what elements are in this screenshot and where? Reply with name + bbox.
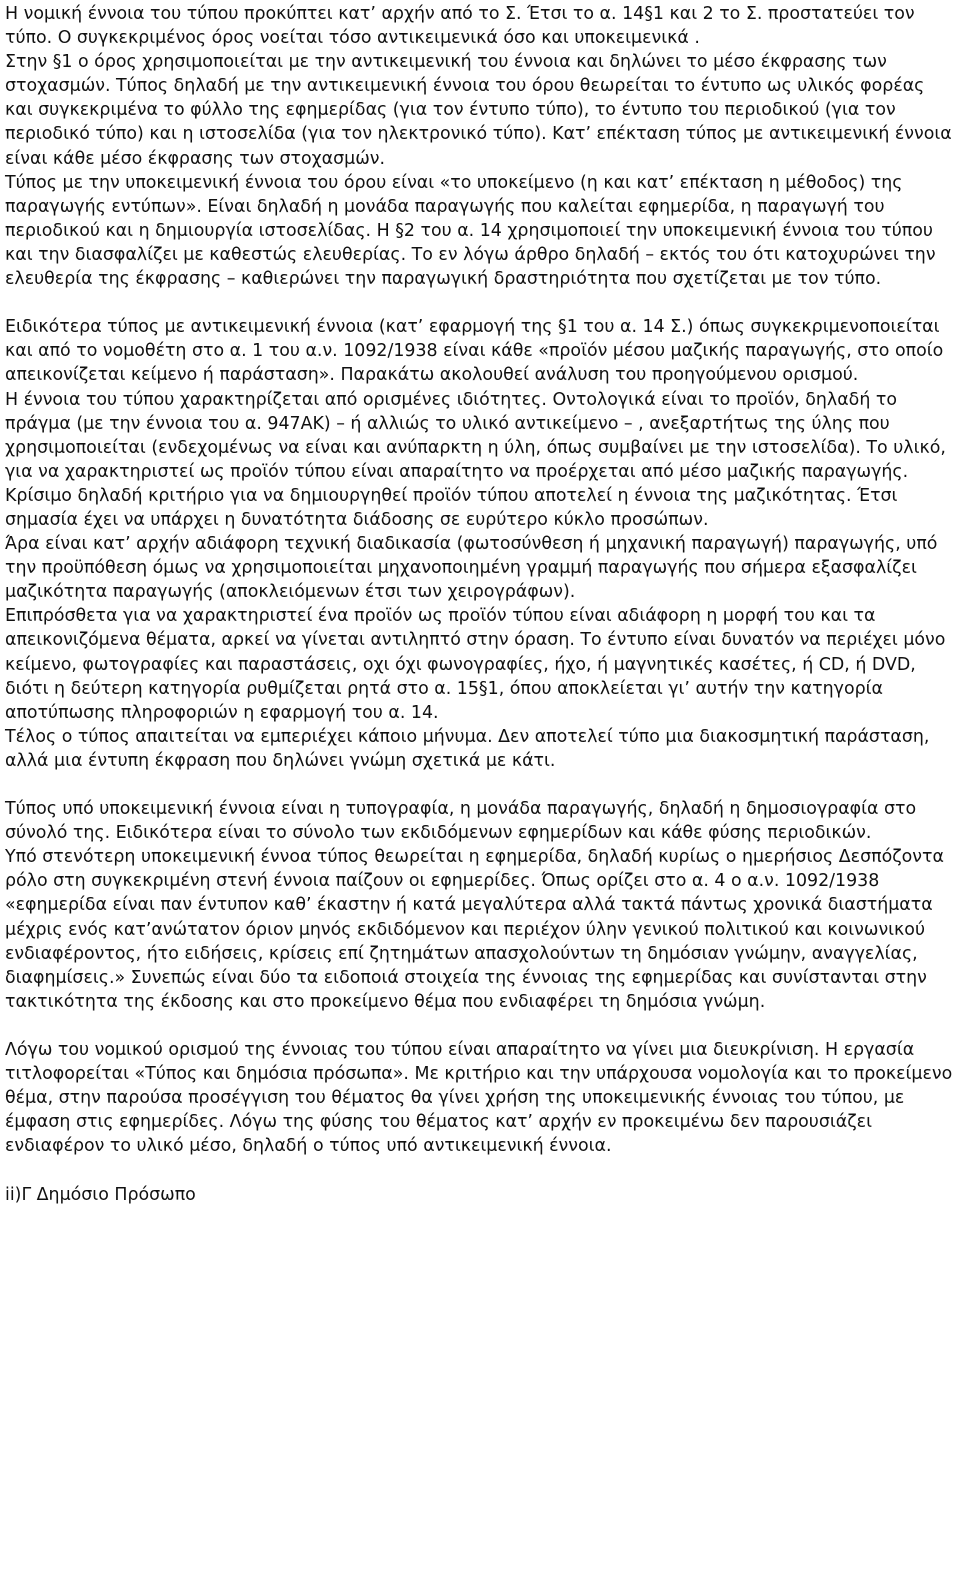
paragraph-4: Ειδικότερα τύπος με αντικειμενική έννοια (κατ’ εφαρμογή της §1 του α. 14 Σ.) όπως συγκεκριμενοποιείται και από το νομοθέτη στο α. 1 του α.ν. 1092/1938 είναι κάθε «προϊόν μέσου μαζικής παραγωγής, στο οποίο απεικονίζεται κείμενο ή παράσταση». Παρακάτω ακολουθεί ανάλυση του προηγούμενου ορισμού. <box>5 317 944 386</box>
paragraph-9: Τύπος υπό υποκειμενική έννοια είναι η τυπογραφία, η μονάδα παραγωγής, δηλαδή η δημοσιογραφία στο σύνολό της. Ειδικότερα είναι το σύνολο των εκδιδόμενων εφημερίδων και κάθε φύσης περιοδικών. <box>5 799 917 844</box>
section-heading: ii)Γ Δημόσιο Πρόσωπο <box>5 1184 196 1205</box>
paragraph-5: Η έννοια του τύπου χαρακτηρίζεται από ορισμένες ιδιότητες. Οντολογικά είναι το προϊόν, δηλαδή το πράγμα (με την έννοια του α. 947ΑΚ) – ή αλλιώς το υλικό αντικείμενο – , ανεξαρτήτως της ύλης που χρησιμοποιείται (ενδεχομένως να είναι και ανύπαρκτη η ύλη, όπως συμβαίνει με την ιστοσελίδα). Το υλικό, για να χαρακτηριστεί ως προϊόν τύπου είναι απαραίτητο να προέρχεται από μέσο μαζικής παραγωγής. Κρίσιμο δηλαδή κριτήριο για να δημιουργηθεί προϊόν τύπου αποτελεί η έννοια της μαζικότητας. Έτσι σημασία έχει να υπάρχει η δυνατότητα διάδοσης σε ευρύτερο κύκλο προσώπων. <box>5 389 946 530</box>
document-page <box>5 2 957 1207</box>
paragraph-7: Επιπρόσθετα για να χαρακτηριστεί ένα προϊόν ως προϊόν τύπου είναι αδιάφορη η μορφή του και τα απεικονιζόμενα θέματα, αρκεί να γίνεται αντιληπτό στην όραση. Το έντυπο είναι δυνατόν να περιέχει μόνο κείμενο, φωτογραφίες και παραστάσεις, οχι όχι φωνογραφίες, ήχο, ή μαγνητικές κασέτες, ή CD, ή DVD, διότι η δεύτερη κατηγορία ρυθμίζεται ρητά στο α. 15§1, όπου αποκλείεται γι’ αυτήν την κατηγορία αποτύπωσης πληροφοριών η εφαρμογή του α. 14. <box>5 606 946 723</box>
paragraph-8: Τέλος ο τύπος απαιτείται να εμπεριέχει κάποιο μήνυμα. Δεν αποτελεί τύπο μια διακοσμητική παράσταση, αλλά μια έντυπη έκφραση που δηλώνει γνώμη σχετικά με κάτι. <box>5 726 930 771</box>
paragraph-2: Στην §1 ο όρος χρησιμοποιείται με την αντικειμενική του έννοια και δηλώνει το μέσο έκφρασης των στοχασμών. Τύπος δηλαδή με την αντικειμενική έννοια του όρου θεωρείται το έντυπο ως υλικός φορέας και συγκεκριμένα το φύλλο της εφημερίδας (για τον έντυπο τύπο), το έντυπο του περιοδικού (για τον περιοδικό τύπο) και η ιστοσελίδα (για τον ηλεκτρονικό τύπο). Κατ’ επέκταση τύπος με αντικειμενική έννοια είναι κάθε μέσο έκφρασης των στοχασμών. <box>5 52 952 169</box>
paragraph-6: Άρα είναι κατ’ αρχήν αδιάφορη τεχνική διαδικασία (φωτοσύνθεση ή μηχανική παραγωγή) παραγωγής, υπό την προϋπόθεση όμως να χρησιμοποιείται μηχανοποιημένη γραμμή παραγωγής που σήμερα εξασφαλίζει μαζικότητα παραγωγής (αποκλειόμενων έτσι των χειρογράφων). <box>5 534 938 603</box>
paragraph-3: Τύπος με την υποκειμενική έννοια του όρου είναι «το υποκείμενο (η και κατ’ επέκταση η μέθοδος) της παραγωγής εντύπων». Είναι δηλαδή η μονάδα παραγωγής που καλείται εφημερίδα, η παραγωγή του περιοδικού και η δημιουργία ιστοσελίδας. Η §2 του α. 14 χρησιμοποιεί την υποκειμενική έννοια του τύπου και την διασφαλίζει με καθεστώς ελευθερίας. Το εν λόγω άρθρο δηλαδή – εκτός του ότι κατοχυρώνει την ελευθερία της έκφρασης – καθιερώνει την παραγωγική δραστηριότητα που σχετίζεται με τον τύπο. <box>5 172 936 290</box>
paragraph-10: Υπό στενότερη υποκειμενική έννοα τύπος θεωρείται η εφημερίδα, δηλαδή κυρίως ο ημερήσιος Δεσπόζοντα ρόλο στη συγκεκριμένη στενή έννοια παίζουν οι εφημερίδες. Όπως ορίζει στο α. 4 ο α.ν. 1092/1938 «εφημερίδα είναι παν έντυπον καθ’ έκαστην ή κατά μεγαλύτερα αλλά τακτά πάντως χρονικά διαστήματα μέχρις ενός κατ’ανώτατον όριον μηνός εκδιδόμενον και περιέχον ύλην γενικού πολιτικού και κοινωνικού ενδιαφέροντος, ήτο ειδήσεις, κρίσεις επί ζητημάτων απασχολούντων τη δημόσιαν γνώμην, αναγγελίας, διαφημίσεις.» Συνεπώς είναι δύο τα ειδοποιά στοιχεία της έννοιας της εφημερίδας και συνίστανται στην τακτικότητα της έκδοσης και στο προκείμενο θέμα που ενδιαφέρει τη δημόσια γνώμη. <box>5 847 944 1012</box>
paragraph-1: Η νομική έννοια του τύπου προκύπτει κατ’ αρχήν από το Σ. Έτσι το α. 14§1 και 2 το Σ. προστατεύει τον τύπο. Ο συγκεκριμένος όρος νοείται τόσο αντικειμενικά όσο και υποκειμενικά . <box>5 4 915 49</box>
paragraph-11: Λόγω του νομικού ορισμού της έννοιας του τύπου είναι απαραίτητο να γίνει μια διευκρίνιση. Η εργασία τιτλοφορείται «Τύπος και δημόσια πρόσωπα». Με κριτήριο και την υπάρχουσα νομολογία και το προκείμενο θέμα, στην παρούσα προσέγγιση του θέματος θα γίνει χρήση της υποκειμενικής έννοιας του τύπου, με έμφαση στις εφημερίδες. Λόγω της φύσης του θέματος κατ’ αρχήν εν προκειμένω δεν παρουσιάζει ενδιαφέρον το υλικό μέσο, δηλαδή ο τύπος υπό αντικειμενική έννοια. <box>5 1040 953 1157</box>
